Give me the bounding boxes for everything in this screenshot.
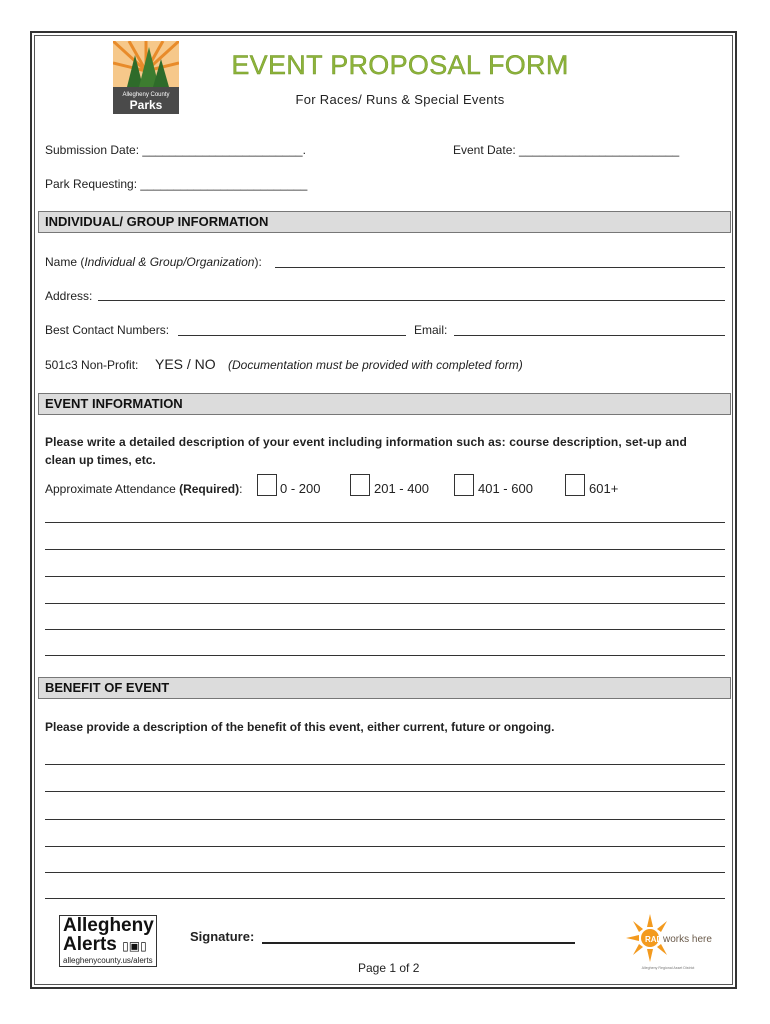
signature-label: Signature: bbox=[190, 929, 255, 944]
attendance-label-suffix: : bbox=[239, 482, 243, 496]
attendance-checkbox-0-200[interactable] bbox=[257, 474, 277, 496]
attendance-checkbox-601-plus[interactable] bbox=[565, 474, 585, 496]
submission-date-label: Submission Date: bbox=[45, 143, 140, 157]
attendance-option-201-400: 201 - 400 bbox=[374, 481, 429, 496]
form-subtitle: For Races/ Runs & Special Events bbox=[295, 92, 505, 107]
nonprofit-yes-no[interactable]: YES / NO bbox=[155, 356, 216, 372]
section-heading-individual-group: INDIVIDUAL/ GROUP INFORMATION bbox=[38, 211, 731, 233]
submission-date-blank: ________________________. bbox=[142, 143, 306, 157]
park-requesting-blank: _________________________ bbox=[140, 177, 308, 191]
attendance-option-401-600: 401 - 600 bbox=[478, 481, 533, 496]
contact-numbers-input-line[interactable] bbox=[178, 335, 406, 336]
logo-text-parks: Parks bbox=[129, 98, 163, 112]
benefit-description-line[interactable] bbox=[45, 791, 725, 792]
address-input-line[interactable] bbox=[98, 300, 725, 301]
name-label-suffix: ): bbox=[254, 255, 262, 269]
alerts-logo-word: Alerts bbox=[63, 934, 117, 955]
event-description-line[interactable] bbox=[45, 629, 725, 630]
alerts-url: alleghenycounty.us/alerts bbox=[63, 956, 153, 965]
benefit-description-line[interactable] bbox=[45, 846, 725, 847]
rad-logo-tagline: works here bbox=[663, 934, 712, 945]
nonprofit-note: (Documentation must be provided with completed form) bbox=[228, 358, 523, 372]
attendance-label-prefix: Approximate Attendance bbox=[45, 482, 180, 496]
event-date-field[interactable] bbox=[453, 143, 679, 157]
park-requesting-field[interactable] bbox=[45, 177, 307, 191]
benefit-description-line[interactable] bbox=[45, 872, 725, 873]
page-number: Page 1 of 2 bbox=[358, 961, 420, 975]
alerts-logo-line-2 bbox=[63, 935, 147, 956]
rad-works-here-logo bbox=[622, 912, 712, 974]
form-title: EVENT PROPOSAL FORM bbox=[231, 50, 569, 80]
park-requesting-label: Park Requesting: bbox=[45, 177, 138, 191]
name-label-italic: Individual & Group/Organization bbox=[84, 255, 255, 269]
benefit-description-line[interactable] bbox=[45, 764, 725, 765]
alerts-logo-line-1: Allegheny bbox=[63, 915, 154, 936]
section-heading-event-information: EVENT INFORMATION bbox=[38, 393, 731, 415]
allegheny-county-parks-logo bbox=[113, 41, 179, 114]
event-date-blank: ________________________ bbox=[519, 143, 680, 157]
name-input-line[interactable] bbox=[275, 267, 725, 268]
rad-logo-acronym: RAD bbox=[645, 935, 663, 944]
attendance-label-required: (Required) bbox=[179, 482, 240, 496]
benefit-description-line[interactable] bbox=[45, 898, 725, 899]
email-input-line[interactable] bbox=[454, 335, 725, 336]
signature-input-line[interactable] bbox=[262, 942, 575, 944]
attendance-label bbox=[45, 482, 242, 496]
section-heading-benefit-of-event: BENEFIT OF EVENT bbox=[38, 677, 731, 699]
logo-text-county: Allegheny County bbox=[122, 92, 170, 98]
nonprofit-label: 501c3 Non-Profit: bbox=[45, 358, 139, 372]
address-label: Address: bbox=[45, 289, 93, 303]
benefit-instructions: Please provide a description of the benefit of this event, either current, future or ongoing. bbox=[45, 720, 555, 734]
email-label: Email: bbox=[414, 323, 448, 337]
event-instructions-line-2: clean up times, etc. bbox=[45, 453, 156, 467]
rad-logo-caption: Allegheny Regional Asset District bbox=[641, 966, 695, 970]
contact-numbers-label: Best Contact Numbers: bbox=[45, 323, 170, 337]
event-date-label: Event Date: bbox=[453, 143, 516, 157]
attendance-checkbox-201-400[interactable] bbox=[350, 474, 370, 496]
benefit-description-line[interactable] bbox=[45, 819, 725, 820]
event-description-line[interactable] bbox=[45, 576, 725, 577]
event-instructions-line-1: Please write a detailed description of your event including information such as: course description, set-up and bbox=[45, 435, 687, 449]
allegheny-alerts-logo bbox=[59, 915, 157, 967]
attendance-option-601-plus: 601+ bbox=[589, 481, 619, 496]
event-description-line[interactable] bbox=[45, 603, 725, 604]
submission-date-field[interactable] bbox=[45, 143, 306, 157]
attendance-checkbox-401-600[interactable] bbox=[454, 474, 474, 496]
event-description-line[interactable] bbox=[45, 522, 725, 523]
attendance-option-0-200: 0 - 200 bbox=[280, 481, 321, 496]
event-description-line[interactable] bbox=[45, 549, 725, 550]
event-description-line[interactable] bbox=[45, 655, 725, 656]
device-icons: ▯▣▯ bbox=[122, 939, 147, 953]
name-label-prefix: Name ( bbox=[45, 255, 85, 269]
name-label bbox=[45, 255, 262, 269]
